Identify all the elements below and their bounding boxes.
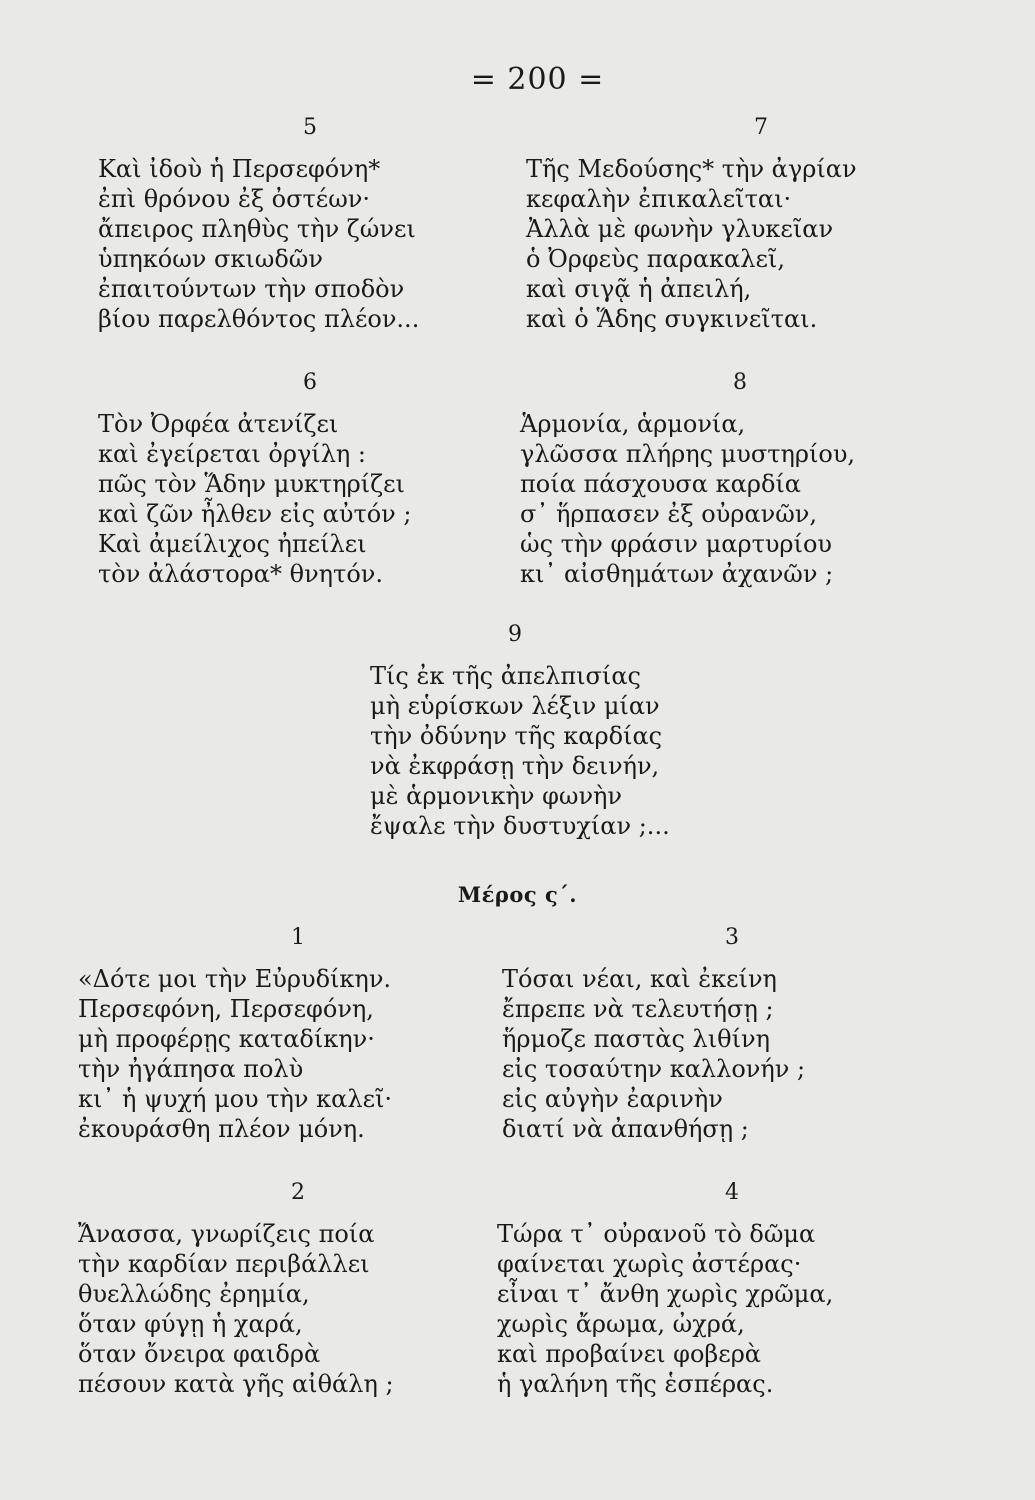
verse-line: εἶναι τ᾿ ἄνθη χωρὶς χρῶμα,: [497, 1280, 834, 1308]
verse-line: Τὸν Ὀρφέα ἀτενίζει: [98, 410, 339, 438]
verse-line: «Δότε μοι τὴν Εὐρυδίκην.: [78, 965, 392, 993]
stanza-number: 1: [291, 925, 305, 950]
verse-line: εἰς τοσαύτην καλλονήν ;: [502, 1055, 806, 1083]
verse-line: ἔψαλε τὴν δυστυχίαν ;...: [370, 812, 670, 840]
verse-line: νὰ ἐκφράσῃ τὴν δεινήν,: [370, 752, 660, 780]
verse-line: κεφαλὴν ἐπικαλεῖται·: [526, 185, 792, 213]
stanza-5: [98, 115, 478, 334]
stanza-4: [497, 1180, 917, 1399]
verse-line: Τῆς Μεδούσης* τὴν ἀγρίαν: [526, 155, 857, 183]
verse-line: πῶς τὸν Ἅδην μυκτηρίζει: [98, 470, 405, 498]
verse-line: ὑπηκόων σκιωδῶν: [98, 245, 323, 273]
stanza-9: [370, 622, 750, 841]
stanza-7: [526, 115, 926, 334]
stanza-number: 9: [508, 622, 522, 647]
verse-line: ὁ Ὀρφεὺς παρακαλεῖ,: [526, 245, 785, 273]
stanza-6: [98, 370, 478, 589]
stanza-1: [78, 925, 478, 1144]
stanza-2: [78, 1180, 478, 1399]
verse-line: ἔπρεπε νὰ τελευτήσῃ ;: [502, 995, 774, 1023]
page-number: = 200 =: [470, 62, 605, 97]
verse-line: θυελλώδης ἐρημία,: [78, 1280, 310, 1308]
verse-line: καὶ σιγᾷ ἡ ἀπειλή,: [526, 275, 752, 303]
verse-line: γλῶσσα πλήρης μυστηρίου,: [520, 440, 856, 468]
verse-line: Ἄνασσα, γνωρίζεις ποία: [78, 1220, 375, 1248]
verse-line: μὴ προφέρῃς καταδίκην·: [78, 1025, 375, 1053]
verse-line: ὡς τὴν φράσιν μαρτυρίου: [520, 530, 832, 558]
verse-line: τὴν ἠγάπησα πολὺ: [78, 1055, 304, 1083]
verse-line: ὅταν ὄνειρα φαιδρὰ: [78, 1340, 321, 1368]
verse-line: Τίς ἐκ τῆς ἀπελπισίας: [370, 662, 641, 690]
verse-line: καὶ ἐγείρεται ὀργίλη :: [98, 440, 366, 468]
verse-line: τὴν ὀδύνην τῆς καρδίας: [370, 722, 663, 750]
verse-line: ἐπαιτούντων τὴν σποδὸν: [98, 275, 405, 303]
verse-line: Καὶ ἰδοὺ ἡ Περσεφόνη*: [98, 155, 381, 183]
stanza-3: [502, 925, 922, 1144]
verse-line: καὶ ζῶν ἦλθεν εἰς αὐτόν ;: [98, 500, 412, 528]
verse-line: ὅταν φύγῃ ἡ χαρά,: [78, 1310, 303, 1338]
verse-line: Περσεφόνη, Περσεφόνη,: [78, 995, 374, 1023]
stanza-number: 2: [291, 1180, 305, 1205]
verse-line: χωρὶς ἄρωμα, ὠχρά,: [497, 1310, 745, 1338]
verse-line: πέσουν κατὰ γῆς αἰθάλη ;: [78, 1370, 394, 1398]
verse-line: φαίνεται χωρὶς ἀστέρας·: [497, 1250, 802, 1278]
verse-line: μὲ ἁρμονικὴν φωνὴν: [370, 782, 622, 810]
verse-line: ἡ γαλήνη τῆς ἑσπέρας.: [497, 1370, 774, 1398]
verse-line: διατί νὰ ἀπανθήσῃ ;: [502, 1115, 749, 1143]
verse-line: εἰς αὐγὴν ἐαρινὴν: [502, 1085, 723, 1113]
verse-line: ἐπὶ θρόνου ἐξ ὀστέων·: [98, 185, 371, 213]
verse-line: μὴ εὑρίσκων λέξιν μίαν: [370, 692, 660, 720]
stanza-number: 4: [725, 1180, 739, 1205]
verse-line: κι᾿ αἰσθημάτων ἀχανῶν ;: [520, 560, 834, 588]
stanza-number: 7: [754, 115, 768, 140]
stanza-number: 6: [303, 370, 317, 395]
verse-line: ποία πάσχουσα καρδία: [520, 470, 802, 498]
stanza-8: [520, 370, 930, 589]
verse-line: Τόσαι νέαι, καὶ ἐκείνη: [502, 965, 777, 993]
verse-line: τὸν ἀλάστορα* θνητόν.: [98, 560, 383, 588]
verse-line: ἥρμοζε παστὰς λιθίνη: [502, 1025, 770, 1053]
verse-line: σ᾿ ἥρπασεν ἐξ οὐρανῶν,: [520, 500, 817, 528]
stanza-number: 5: [303, 115, 317, 140]
verse-line: Καὶ ἀμείλιχος ἠπείλει: [98, 530, 367, 558]
section-title: Μέρος ς΄.: [457, 882, 578, 907]
verse-line: τὴν καρδίαν περιβάλλει: [78, 1250, 370, 1278]
verse-line: ἐκουράσθη πλέον μόνη.: [78, 1115, 365, 1143]
verse-line: βίου παρελθόντος πλέον...: [98, 305, 420, 333]
verse-line: κι᾿ ἡ ψυχή μου τὴν καλεῖ·: [78, 1085, 393, 1113]
verse-line: καὶ ὁ Ἅδης συγκινεῖται.: [526, 305, 818, 333]
stanza-number: 3: [725, 925, 739, 950]
stanza-number: 8: [733, 370, 747, 395]
verse-line: ἄπειρος πληθὺς τὴν ζώνει: [98, 215, 416, 243]
verse-line: Ἀλλὰ μὲ φωνὴν γλυκεῖαν: [526, 215, 834, 243]
verse-line: καὶ προβαίνει φοβερὰ: [497, 1340, 762, 1368]
verse-line: Τώρα τ᾿ οὐρανοῦ τὸ δῶμα: [497, 1220, 816, 1248]
verse-line: Ἁρμονία, ἁρμονία,: [520, 410, 746, 438]
